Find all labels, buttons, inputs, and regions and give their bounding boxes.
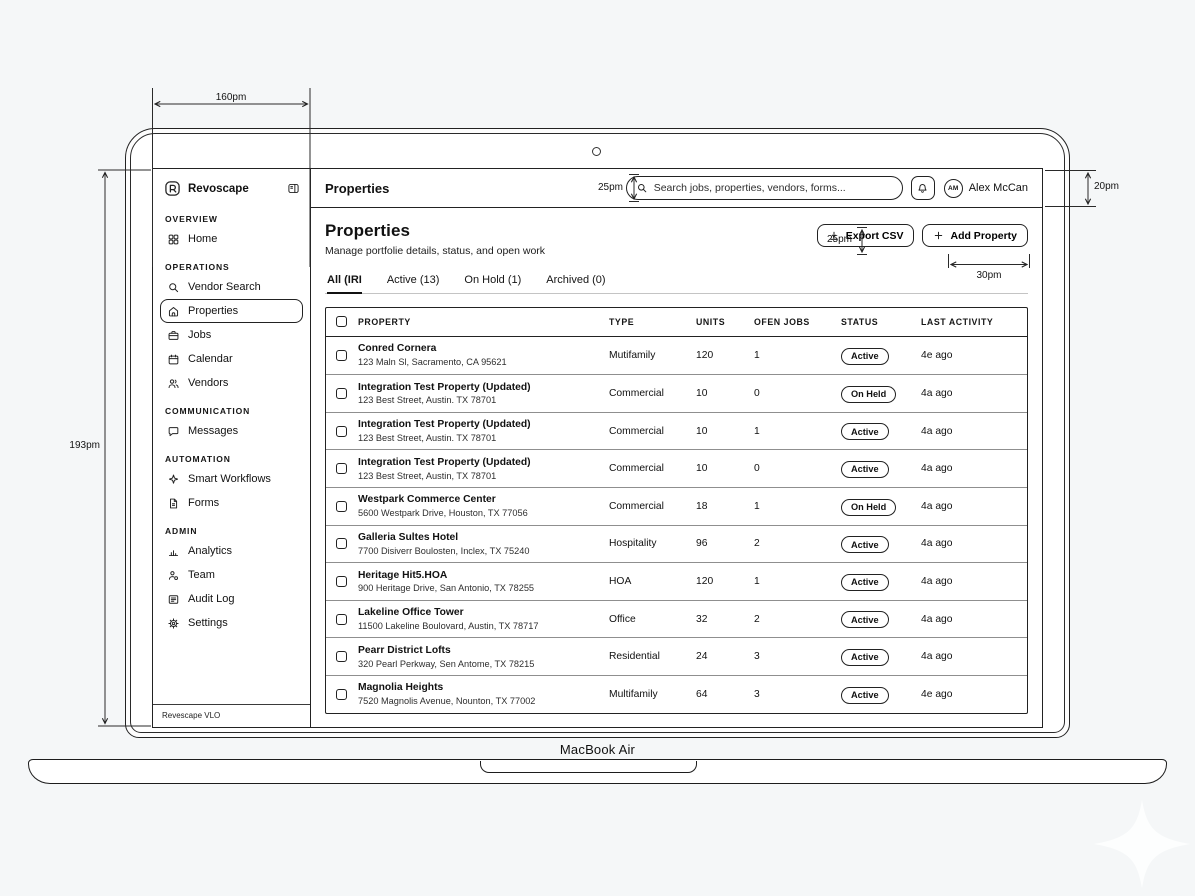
status-cell xyxy=(841,384,921,403)
table-row[interactable] xyxy=(326,412,1027,450)
last-activity-cell: 4e ago xyxy=(921,349,953,361)
property-name: Galleria Sultes Hotel xyxy=(358,531,459,543)
nav-section-label: ADMIN xyxy=(165,526,198,536)
topbar xyxy=(311,169,1042,208)
page-subtitle: Manage portfolie details, status, and open work xyxy=(325,245,546,257)
type-cell: Commercial xyxy=(609,388,664,399)
status-badge: Active xyxy=(841,461,889,478)
open-jobs-cell: 1 xyxy=(754,425,760,437)
column-header-status: STATUS xyxy=(841,316,879,327)
row-checkbox[interactable] xyxy=(336,463,347,474)
table-row[interactable] xyxy=(326,374,1027,412)
open-jobs-cell: 0 xyxy=(754,463,760,475)
webcam-icon xyxy=(592,147,601,156)
dim-label-toolbar-gap: 25pm xyxy=(827,234,853,245)
sidebar-item-label: Vendors xyxy=(188,377,229,389)
sidebar-item-forms[interactable] xyxy=(160,491,303,515)
house-icon xyxy=(167,305,180,318)
sidebar-item-home[interactable] xyxy=(160,227,303,251)
sidebar-item-vendor-search[interactable] xyxy=(160,275,303,299)
sparkle-watermark-icon xyxy=(1090,798,1194,890)
tab-active[interactable]: Active (13) xyxy=(386,274,440,286)
property-cell xyxy=(358,570,609,594)
column-header-last-activity: LAST ACTIVITY xyxy=(921,316,994,327)
status-cell xyxy=(841,572,921,591)
nav-section-label: OPERATIONS xyxy=(165,262,230,272)
units-cell: 24 xyxy=(696,651,708,663)
last-activity-cell: 4a ago xyxy=(921,500,953,512)
status-cell xyxy=(841,610,921,629)
table-row[interactable] xyxy=(326,449,1027,487)
property-cell xyxy=(358,419,609,443)
column-header-units: UNITS xyxy=(696,316,726,327)
open-jobs-cell: 2 xyxy=(754,613,760,625)
tab-archived[interactable]: Archived (0) xyxy=(546,274,606,286)
table-row[interactable] xyxy=(326,637,1027,675)
sidebar-item-label: Messages xyxy=(188,425,239,437)
units-cell: 10 xyxy=(696,463,708,475)
type-cell: Residential xyxy=(609,651,660,663)
avatar: AM xyxy=(944,179,963,198)
sidebar-item-label: Vendor Search xyxy=(188,281,261,293)
panel-icon xyxy=(287,182,300,195)
table-body xyxy=(326,337,1027,713)
status-badge: On Held xyxy=(841,499,896,516)
table-row[interactable] xyxy=(326,675,1027,713)
open-jobs-cell: 1 xyxy=(754,575,760,587)
app-window xyxy=(152,168,1043,728)
units-cell: 10 xyxy=(696,388,708,399)
search-icon xyxy=(167,281,180,294)
units-cell: 64 xyxy=(696,688,708,700)
last-activity-cell: 4a ago xyxy=(921,388,953,399)
status-badge: Active xyxy=(841,348,889,365)
status-badge: On Held xyxy=(841,386,896,403)
sidebar-item-label: Analytics xyxy=(188,545,233,557)
grid-icon xyxy=(167,233,180,246)
status-badge: Active xyxy=(841,687,889,704)
row-checkbox[interactable] xyxy=(336,388,347,399)
content-area xyxy=(311,208,1042,727)
column-header-property: PROPERTY xyxy=(358,316,411,327)
open-jobs-cell: 1 xyxy=(754,500,760,512)
units-cell: 96 xyxy=(696,538,708,550)
user-name: Alex McCan xyxy=(968,182,1028,194)
type-cell: Mutifamily xyxy=(609,349,656,361)
chat-icon xyxy=(167,425,180,438)
open-jobs-cell: 3 xyxy=(754,651,760,663)
sidebar-item-label: Settings xyxy=(188,617,228,629)
status-badge: Active xyxy=(841,536,889,553)
sidebar-item-audit-log[interactable] xyxy=(160,587,303,611)
tab-bar xyxy=(325,274,1028,294)
device-label: MacBook Air xyxy=(559,742,636,757)
units-cell: 120 xyxy=(696,349,714,361)
page-title: Properties xyxy=(325,221,411,240)
sidebar-item-label: Properties xyxy=(188,305,239,317)
dim-label-sidebar-width: 160pm xyxy=(215,92,247,103)
row-checkbox[interactable] xyxy=(336,651,347,662)
table-row[interactable] xyxy=(326,600,1027,638)
add-property-button[interactable] xyxy=(922,224,1028,247)
last-activity-cell: 4a ago xyxy=(921,613,953,625)
table-row[interactable] xyxy=(326,487,1027,525)
status-cell xyxy=(841,647,921,666)
sidebar-item-analytics[interactable] xyxy=(160,539,303,563)
last-activity-cell: 4a ago xyxy=(921,425,953,437)
dim-label-sidebar-height: 193pm xyxy=(69,440,100,451)
row-checkbox[interactable] xyxy=(336,614,347,625)
briefcase-icon xyxy=(167,329,180,342)
status-badge: Active xyxy=(841,574,889,591)
units-cell: 18 xyxy=(696,500,708,512)
last-activity-cell: 4a ago xyxy=(921,575,953,587)
bar-chart-icon xyxy=(167,545,180,558)
topbar-title: Properties xyxy=(325,180,390,196)
tab-all[interactable]: All (IRI xyxy=(327,274,362,294)
table-row[interactable] xyxy=(326,562,1027,600)
sidebar-item-label: Smart Workflows xyxy=(188,473,271,485)
main-panel xyxy=(311,169,1042,727)
sidebar-item-label: Home xyxy=(188,233,218,245)
property-name: Integration Test Property (Updated) xyxy=(358,456,531,468)
property-address: 123 Maln Sl, Sacramento, CA 95621 xyxy=(358,357,507,368)
laptop-trackpad-notch xyxy=(480,761,697,773)
units-cell: 120 xyxy=(696,575,714,587)
calendar-icon xyxy=(167,353,180,366)
row-checkbox[interactable] xyxy=(336,538,347,549)
dim-label-topbar-height: 20pm xyxy=(1094,181,1120,192)
property-name: Pearr District Lofts xyxy=(358,644,451,656)
status-badge: Active xyxy=(841,649,889,666)
user-menu[interactable] xyxy=(944,179,1028,198)
status-cell xyxy=(841,422,921,441)
property-name: Integration Test Property (Updated) xyxy=(358,419,531,431)
property-name: Heritage Hit5.HOA xyxy=(358,569,448,581)
property-address: 123 Best Street, Austin. TX 78701 xyxy=(358,433,497,443)
tab-on-hold[interactable]: On Hold (1) xyxy=(464,274,522,286)
last-activity-cell: 4a ago xyxy=(921,651,953,663)
export-csv-label: Export CSV xyxy=(845,229,904,242)
sidebar-logo-row xyxy=(153,169,310,203)
nav-section-label: AUTOMATION xyxy=(165,454,231,464)
sidebar-item-settings[interactable] xyxy=(160,611,303,635)
units-cell: 32 xyxy=(696,613,708,625)
type-cell: Multifamily xyxy=(609,688,658,700)
properties-table xyxy=(325,307,1028,714)
last-activity-cell: 4a ago xyxy=(921,538,953,550)
sidebar-nav xyxy=(153,214,310,635)
property-address: 7700 Disiverr Boulosten, Inclex, TX 75240 xyxy=(358,545,530,556)
sidebar-item-label: Calendar xyxy=(188,353,233,365)
type-cell: Hospitality xyxy=(609,538,657,550)
open-jobs-cell: 2 xyxy=(754,538,760,550)
search-input[interactable] xyxy=(654,182,893,194)
sidebar-item-label: Jobs xyxy=(188,329,212,341)
page-header-text xyxy=(325,221,545,257)
nav-section-label: COMMUNICATION xyxy=(165,406,251,416)
sidebar-item-properties[interactable] xyxy=(160,299,303,323)
property-name: Conred Cornera xyxy=(358,343,437,355)
status-cell xyxy=(841,685,921,704)
property-address: 5600 Westpark Drive, Houston, TX 77056 xyxy=(358,508,528,519)
row-checkbox[interactable] xyxy=(336,501,347,512)
status-badge: Active xyxy=(841,611,889,628)
property-name: Lakeline Office Tower xyxy=(358,607,464,619)
sidebar-version: Revescape VLO xyxy=(153,704,310,727)
global-search[interactable] xyxy=(626,176,903,200)
row-checkbox[interactable] xyxy=(336,350,347,361)
property-name: Westpark Commerce Center xyxy=(358,494,496,506)
type-cell: Office xyxy=(609,613,636,625)
open-jobs-cell: 0 xyxy=(754,388,760,399)
people-icon xyxy=(167,377,180,390)
brand-name: Revoscape xyxy=(188,182,249,195)
last-activity-cell: 4e ago xyxy=(921,688,953,700)
property-cell xyxy=(358,457,609,481)
sidebar-collapse-button[interactable] xyxy=(287,182,300,195)
table-row[interactable] xyxy=(326,337,1027,375)
property-name: Integration Test Property (Updated) xyxy=(358,381,531,393)
notifications-button[interactable] xyxy=(911,176,935,200)
property-cell xyxy=(358,494,609,518)
property-address: 123 Best Street, Austin. TX 78701 xyxy=(358,395,497,406)
property-name: Magnolia Heights xyxy=(358,682,444,694)
document-icon xyxy=(167,497,180,510)
status-cell xyxy=(841,535,921,554)
page-header xyxy=(325,221,1028,257)
nav-section-label: OVERVIEW xyxy=(165,214,218,224)
person-icon xyxy=(167,569,180,582)
units-cell: 10 xyxy=(696,425,708,437)
property-address: 320 Pearl Perkway, Sen Antome, TX 78215 xyxy=(358,658,535,669)
property-cell xyxy=(358,645,609,669)
property-cell xyxy=(358,382,609,406)
table-row[interactable] xyxy=(326,525,1027,563)
sidebar xyxy=(153,169,311,727)
add-property-label: Add Property xyxy=(950,229,1017,242)
sidebar-item-calendar[interactable] xyxy=(160,347,303,371)
property-cell xyxy=(358,343,609,367)
row-checkbox[interactable] xyxy=(336,426,347,437)
row-checkbox[interactable] xyxy=(336,576,347,587)
sidebar-item-label: Audit Log xyxy=(188,593,235,605)
bell-icon xyxy=(916,182,929,195)
property-address: 123 Best Street, Austin, TX 78701 xyxy=(358,470,497,481)
search-icon xyxy=(636,182,648,194)
property-cell xyxy=(358,682,609,706)
status-badge: Active xyxy=(841,423,889,440)
last-activity-cell: 4a ago xyxy=(921,463,953,475)
sidebar-item-smart-workflows[interactable] xyxy=(160,467,303,491)
open-jobs-cell: 3 xyxy=(754,688,760,700)
row-checkbox[interactable] xyxy=(336,689,347,700)
sidebar-item-team[interactable] xyxy=(160,563,303,587)
property-cell xyxy=(358,607,609,631)
column-header-open-jobs: OFEN JOBS xyxy=(754,316,810,327)
column-header-type: TYPE xyxy=(609,316,635,327)
type-cell: HOA xyxy=(609,575,632,587)
revoscape-logo-icon xyxy=(164,180,181,197)
status-cell xyxy=(841,459,921,478)
property-address: 7520 Magnolis Avenue, Nounton, TX 77002 xyxy=(358,696,536,707)
table-header-row xyxy=(326,308,1027,337)
status-cell xyxy=(841,497,921,516)
sidebar-item-messages[interactable] xyxy=(160,419,303,443)
spark-icon xyxy=(167,473,180,486)
type-cell: Commercial xyxy=(609,500,664,512)
select-all-checkbox[interactable] xyxy=(336,316,347,327)
property-address: 900 Heritage Drive, San Antonio, TX 78255 xyxy=(358,583,535,594)
gear-icon xyxy=(167,617,180,630)
open-jobs-cell: 1 xyxy=(754,349,760,361)
property-cell xyxy=(358,532,609,556)
dim-label-add-button-width: 30pm xyxy=(976,270,1002,281)
property-address: 11500 Lakeline Boulovard, Austin, TX 78717 xyxy=(358,620,539,631)
type-cell: Commercial xyxy=(609,425,664,437)
sidebar-item-vendors[interactable] xyxy=(160,371,303,395)
dim-label-topbar-gap: 25pm xyxy=(598,182,624,193)
sidebar-item-label: Forms xyxy=(188,497,220,509)
type-cell: Commercial xyxy=(609,463,664,475)
audit-card-icon xyxy=(167,593,180,606)
status-cell xyxy=(841,346,921,365)
sidebar-item-jobs[interactable] xyxy=(160,323,303,347)
sidebar-item-label: Team xyxy=(188,569,215,581)
plus-icon xyxy=(933,230,944,241)
